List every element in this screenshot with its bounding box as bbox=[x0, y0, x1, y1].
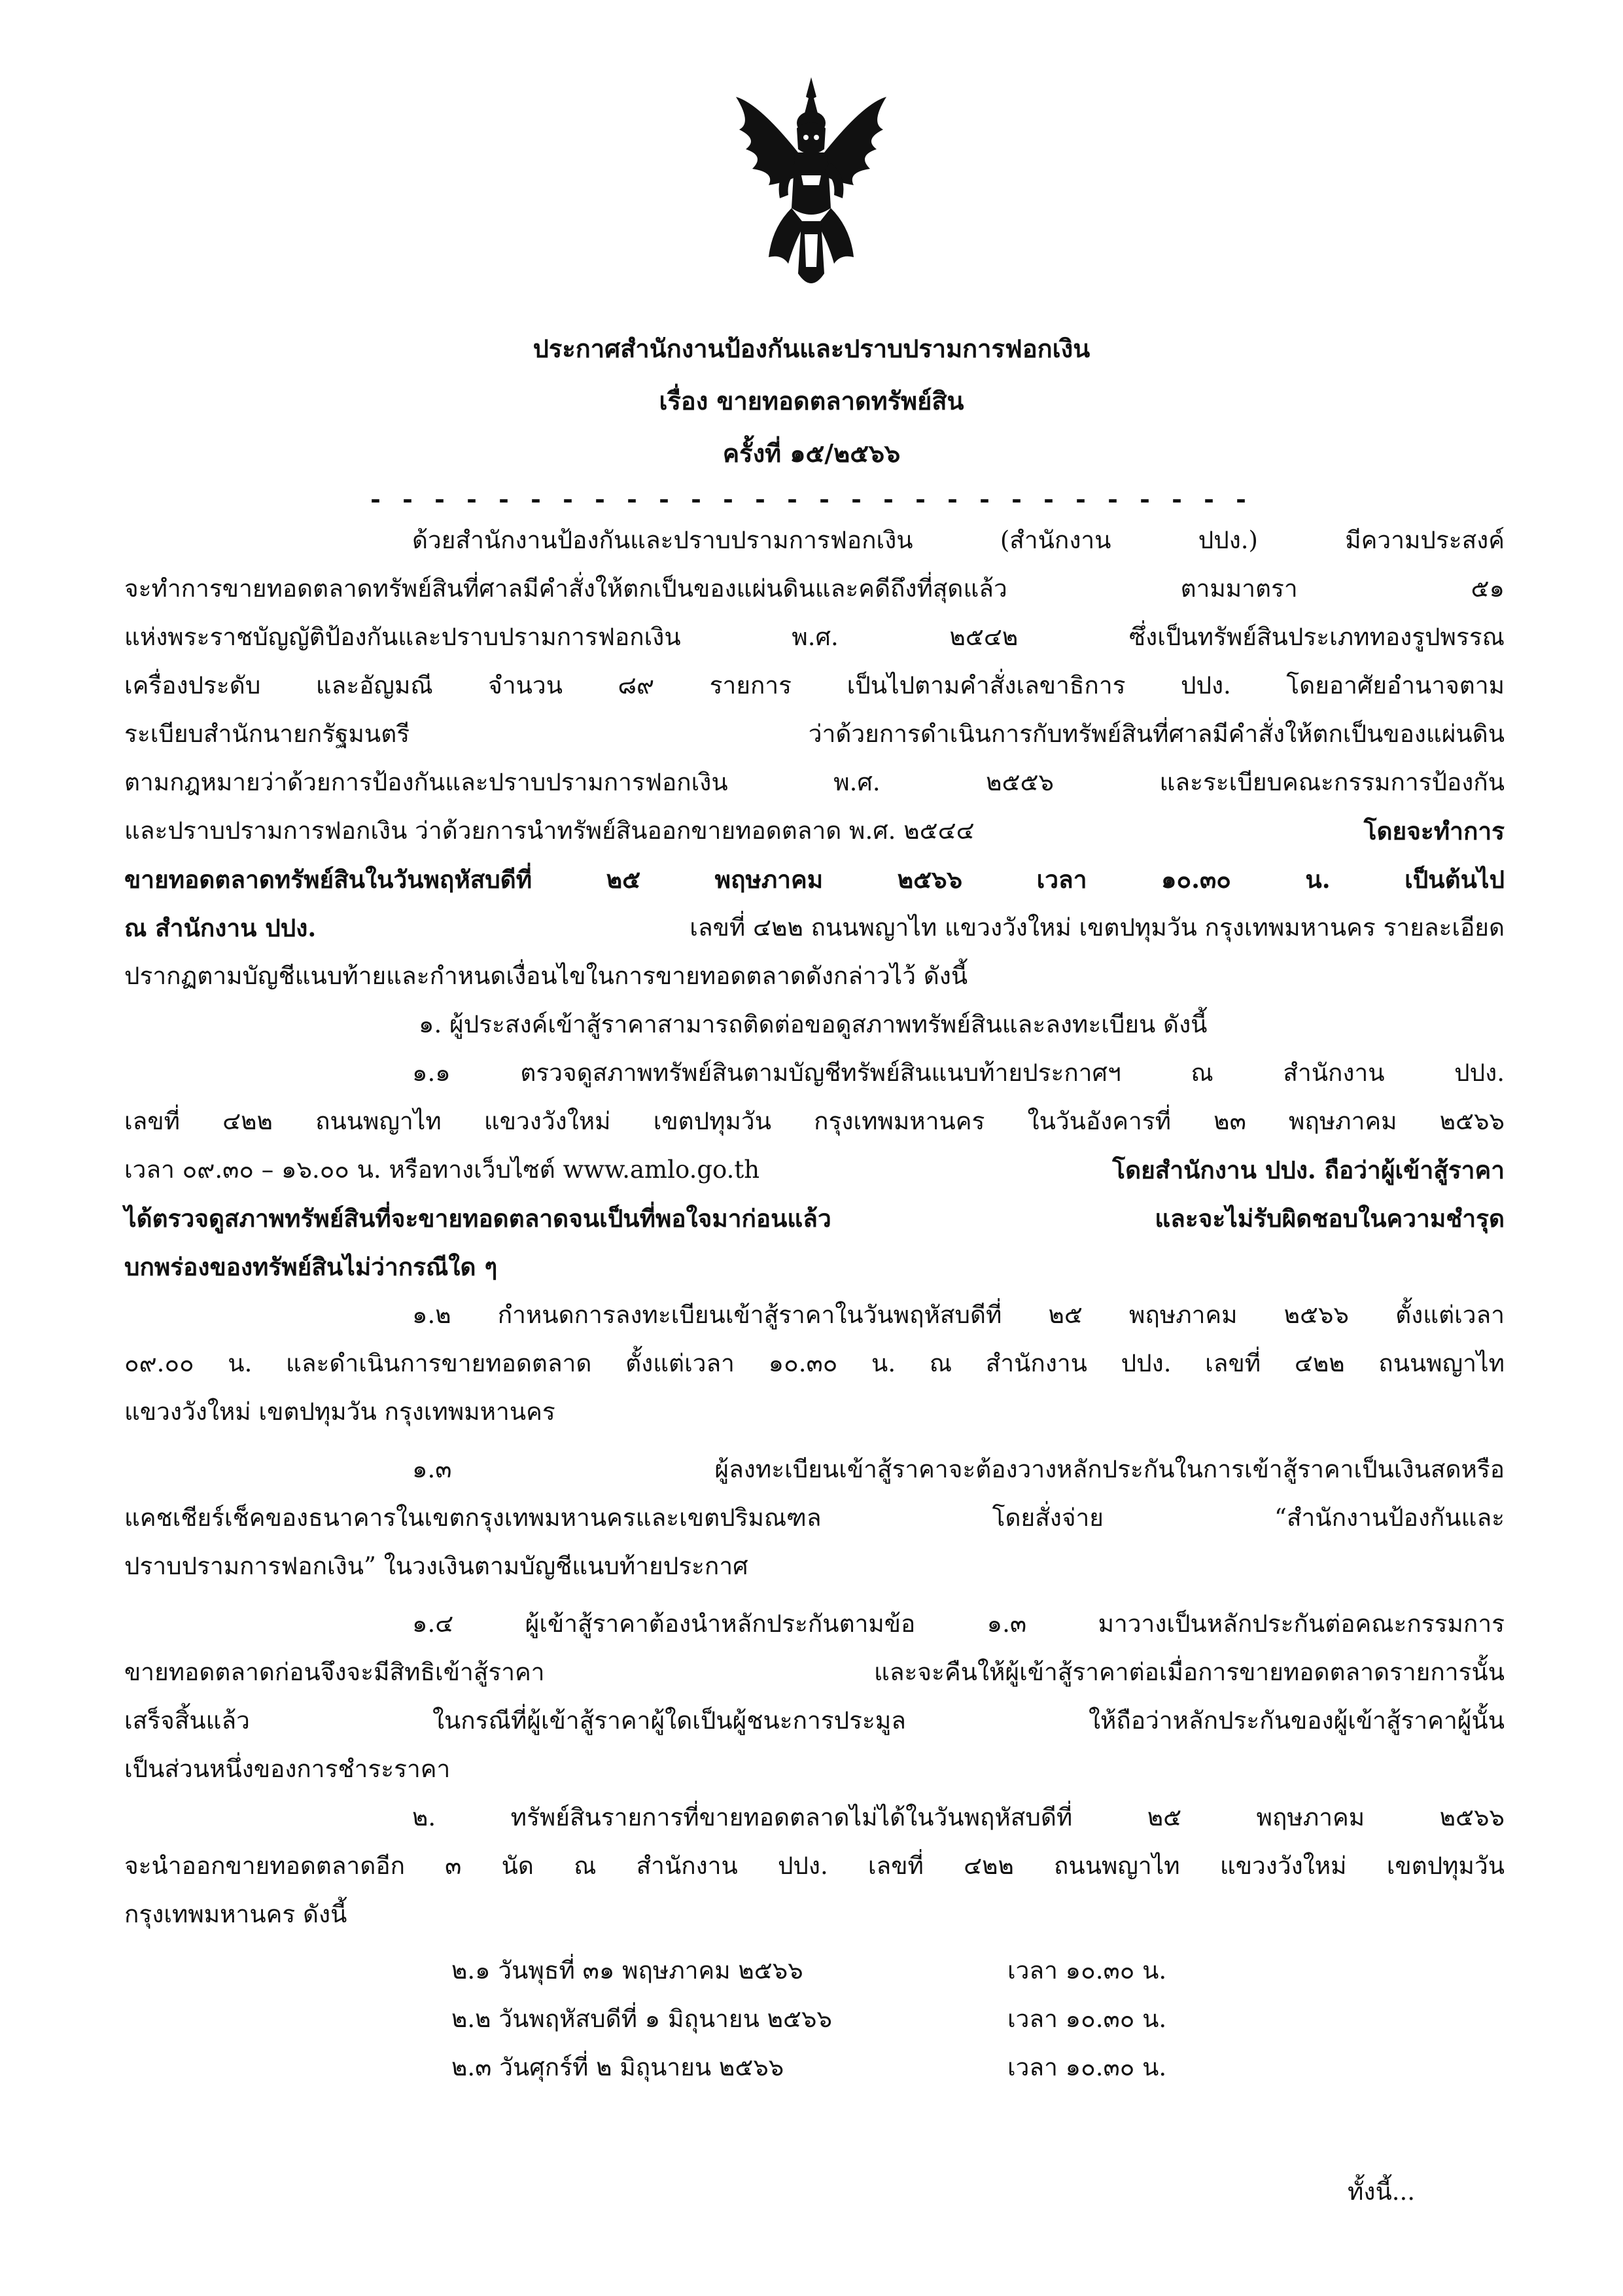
continuation-text: ทั้งนี้... bbox=[1348, 2178, 1416, 2206]
section-1-1-line: เลขที่ ๔๒๒ ถนนพญาไท แขวงวังใหม่ เขตปทุมวัน กรุงเทพมหานคร ในวันอังคารที่ ๒๓ พฤษภาคม ๒๕๖๖ bbox=[124, 1107, 1505, 1135]
section-1-1-line: ได้ตรวจดูสภาพทรัพย์สินที่จะขายทอดตลาดจนเป็นที่พอใจมาก่อนแล้ว และจะไม่รับผิดชอบในความชำรุด bbox=[124, 1204, 1505, 1233]
announcement-number: ครั้งที่ ๑๕/๒๕๖๖ bbox=[722, 438, 901, 468]
section-1-1-line bbox=[124, 1153, 1505, 1187]
section-1-4-line: ๑.๔ ผู้เข้าสู้ราคาต้องนำหลักประกันตามข้อ ๑.๓ มาวางเป็นหลักประกันต่อคณะกรรมการ bbox=[412, 1610, 1505, 1638]
body-line: ตามกฎหมายว่าด้วยการป้องกันและปราบปรามการฟอกเงิน พ.ศ. ๒๕๕๖ และระเบียบคณะกรรมการป้องกัน bbox=[124, 768, 1505, 796]
body-line: ระเบียบสำนักนายกรัฐมนตรี ว่าด้วยการดำเนินการกับทรัพย์สินที่ศาลมีคำสั่งให้ตกเป็นของแผ่นดิน bbox=[124, 720, 1505, 748]
body-line: เครื่องประดับ และอัญมณี จำนวน ๘๙ รายการ เป็นไปตามคำสั่งเลขาธิการ ปปง. โดยอาศัยอำนาจตาม bbox=[124, 671, 1505, 699]
schedule-time: เวลา ๑๐.๓๐ น. bbox=[1007, 2005, 1167, 2033]
section-1-3-line: ปราบปรามการฟอกเงิน” ในวงเงินตามบัญชีแนบท้ายประกาศ bbox=[124, 1552, 748, 1580]
section-1-4-line: ขายทอดตลาดก่อนจึงจะมีสิทธิเข้าสู้ราคา และจะคืนให้ผู้เข้าสู้ราคาต่อเมื่อการขายทอดตลาดรายการนั้น bbox=[124, 1658, 1505, 1686]
section-2-line: กรุงเทพมหานคร ดังนี้ bbox=[124, 1900, 347, 1928]
schedule-time: เวลา ๑๐.๓๐ น. bbox=[1007, 2053, 1167, 2081]
schedule-date: ๒.๒ วันพฤหัสบดีที่ ๑ มิถุนายน ๒๕๖๖ bbox=[451, 2005, 833, 2033]
section-2-line: ๒. ทรัพย์สินรายการที่ขายทอดตลาดไม่ได้ในวันพฤหัสบดีที่ ๒๕ พฤษภาคม ๒๕๖๖ bbox=[412, 1803, 1505, 1831]
body-line-text: เลขที่ ๔๒๒ ถนนพญาไท แขวงวังใหม่ เขตปทุมวัน กรุงเทพมหานคร รายละเอียด bbox=[689, 913, 1505, 942]
section-1-2-line: ๑.๒ กำหนดการลงทะเบียนเข้าสู้ราคาในวันพฤหัสบดีที่ ๒๕ พฤษภาคม ๒๕๖๖ ตั้งแต่เวลา bbox=[412, 1301, 1505, 1329]
schedule-date: ๒.๑ วันพุธที่ ๓๑ พฤษภาคม ๒๕๖๖ bbox=[451, 1956, 803, 1985]
section-1-heading: ๑. ผู้ประสงค์เข้าสู้ราคาสามารถติดต่อขอดูสภาพทรัพย์สินและลงทะเบียน ดังนี้ bbox=[419, 1010, 1208, 1038]
dashed-divider: - - - - - - - - - - - - - - - - - - - - - - - - - - - - bbox=[370, 484, 1253, 514]
section-1-1-line: ๑.๑ ตรวจดูสภาพทรัพย์สินตามบัญชีทรัพย์สินแนบท้ายประกาศฯ ณ สำนักงาน ปปง. bbox=[412, 1059, 1505, 1087]
section-1-1-line: บกพร่องของทรัพย์สินไม่ว่ากรณีใด ๆ bbox=[124, 1252, 498, 1281]
announcement-subject: เรื่อง ขายทอดตลาดทรัพย์สิน bbox=[659, 386, 964, 415]
body-line: ด้วยสำนักงานป้องกันและปราบปรามการฟอกเงิน (สำนักงาน ปปง.) มีความประสงค์ bbox=[412, 526, 1505, 554]
section-1-4-line: เป็นส่วนหนึ่งของการชำระราคา bbox=[124, 1755, 451, 1783]
auction-date-line: ขายทอดตลาดทรัพย์สินในวันพฤหัสบดีที่ ๒๕ พฤษภาคม ๒๕๖๖ เวลา ๑๐.๓๐ น. เป็นต้นไป bbox=[124, 865, 1505, 894]
schedule-time: เวลา ๑๐.๓๐ น. bbox=[1007, 1956, 1167, 1985]
section-1-2-line: แขวงวังใหม่ เขตปทุมวัน กรุงเทพมหานคร bbox=[124, 1398, 555, 1426]
garuda-emblem-icon bbox=[733, 77, 890, 293]
body-line-text: และปราบปรามการฟอกเงิน ว่าด้วยการนำทรัพย์สินออกขายทอดตลาด พ.ศ. ๒๕๔๔ bbox=[124, 817, 975, 845]
section-1-3-line: ๑.๓ ผู้ลงทะเบียนเข้าสู้ราคาจะต้องวางหลักประกันในการเข้าสู้ราคาเป็นเงินสดหรือ bbox=[412, 1455, 1505, 1483]
section-1-4-line: เสร็จสิ้นแล้ว ในกรณีที่ผู้เข้าสู้ราคาผู้ใดเป็นผู้ชนะการประมูล ให้ถือว่าหลักประกันของผู้เข้าสู้ราคาผู้นั้น bbox=[124, 1706, 1505, 1735]
body-line: แห่งพระราชบัญญัติป้องกันและปราบปรามการฟอกเงิน พ.ศ. ๒๕๔๒ ซึ่งเป็นทรัพย์สินประเภททองรูปพรรณ bbox=[124, 623, 1505, 651]
schedule-date: ๒.๓ วันศุกร์ที่ ๒ มิถุนายน ๒๕๖๖ bbox=[451, 2053, 784, 2081]
body-line bbox=[124, 814, 1505, 848]
body-line bbox=[124, 911, 1505, 945]
body-line-bold: โดยจะทำการ bbox=[1363, 817, 1505, 845]
body-line: ปรากฏตามบัญชีแนบท้ายและกำหนดเงื่อนไขในการขายทอดตลาดดังกล่าวไว้ ดังนี้ bbox=[124, 962, 968, 990]
body-line-bold: โดยสำนักงาน ปปง. ถือว่าผู้เข้าสู้ราคา bbox=[1112, 1156, 1505, 1184]
section-2-line: จะนำออกขายทอดตลาดอีก ๓ นัด ณ สำนักงาน ปปง. เลขที่ ๔๒๒ ถนนพญาไท แขวงวังใหม่ เขตปทุมวัน bbox=[124, 1852, 1505, 1880]
website-text: เวลา ๐๙.๓๐ – ๑๖.๐๐ น. หรือทางเว็บไซต์ www.amlo.go.th bbox=[124, 1156, 760, 1184]
body-line: จะทำการขายทอดตลาดทรัพย์สินที่ศาลมีคำสั่งให้ตกเป็นของแผ่นดินและคดีถึงที่สุดแล้ว ตามมาตรา ๕๑ bbox=[124, 574, 1505, 603]
section-1-3-line: แคชเชียร์เช็คของธนาคารในเขตกรุงเทพมหานครและเขตปริมณฑล โดยสั่งจ่าย “สำนักงานป้องกันและ bbox=[124, 1504, 1505, 1532]
section-1-2-line: ๐๙.๐๐ น. และดำเนินการขายทอดตลาด ตั้งแต่เวลา ๑๐.๓๐ น. ณ สำนักงาน ปปง. เลขที่ ๔๒๒ ถนนพญาไท bbox=[124, 1349, 1505, 1377]
announcement-title: ประกาศสำนักงานป้องกันและปราบปรามการฟอกเงิน bbox=[532, 334, 1091, 363]
auction-venue: ณ สำนักงาน ปปง. bbox=[124, 913, 317, 942]
